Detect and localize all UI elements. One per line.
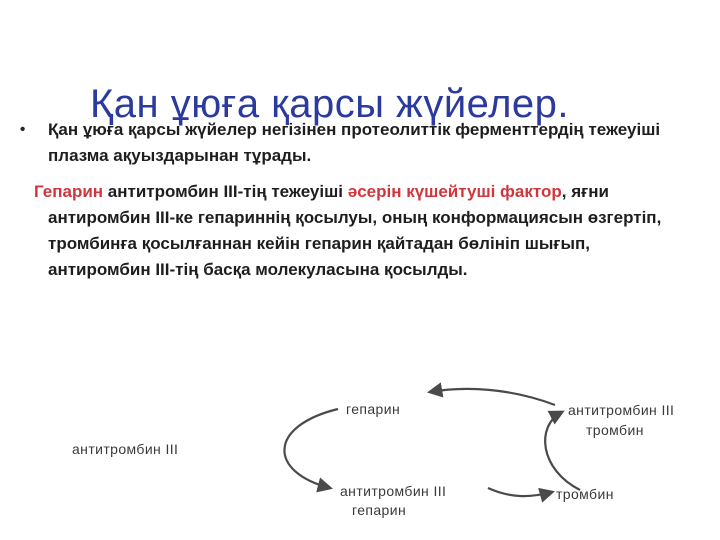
bullet-icon: • [20, 121, 26, 138]
heparin-text-part1: антитромбин III-тің тежеуіші [103, 182, 348, 201]
label-heparin-top: гепарин [346, 401, 401, 417]
label-thrombin-bottom: тромбин [556, 486, 614, 502]
slide-title: Қан ұюға қарсы жүйелер. [90, 82, 570, 126]
label-antithrombin-left: антитромбин III [72, 441, 179, 457]
label-complex-line1: антитромбин III [340, 483, 447, 499]
slide-content [20, 117, 690, 283]
heparin-highlight: әсерін күшейтуші фактор [347, 182, 562, 201]
label-at-thrombin-line2: тромбин [586, 422, 644, 438]
arc-heparin-to-complex [284, 409, 338, 488]
reaction-diagram [0, 360, 720, 540]
arrow-release-heparin [430, 389, 555, 405]
label-at-thrombin-line1: антитромбин III [568, 402, 675, 418]
heparin-term: Гепарин [34, 182, 104, 201]
arrow-complex-to-thrombin [488, 488, 552, 496]
heparin-text-part2: , яғни антиромбин III-ке гепариннің қосылуы, оның конформациясын өзгертіп, тромбинға қосылғаннан кейін гепарин қайтадан бөлініп шығып, антиромбин III-тің басқа молекуласына қосылды. [48, 182, 662, 279]
label-complex-line2: гепарин [352, 502, 407, 518]
paragraph-heparin [34, 179, 690, 283]
arc-thrombin-to-complex [545, 412, 580, 490]
paragraph-intro: Қан ұюға қарсы жүйелер негізінен протеолиттік ферменттердің тежеуіші плазма ақуыздарынан тұрады. [48, 120, 661, 165]
